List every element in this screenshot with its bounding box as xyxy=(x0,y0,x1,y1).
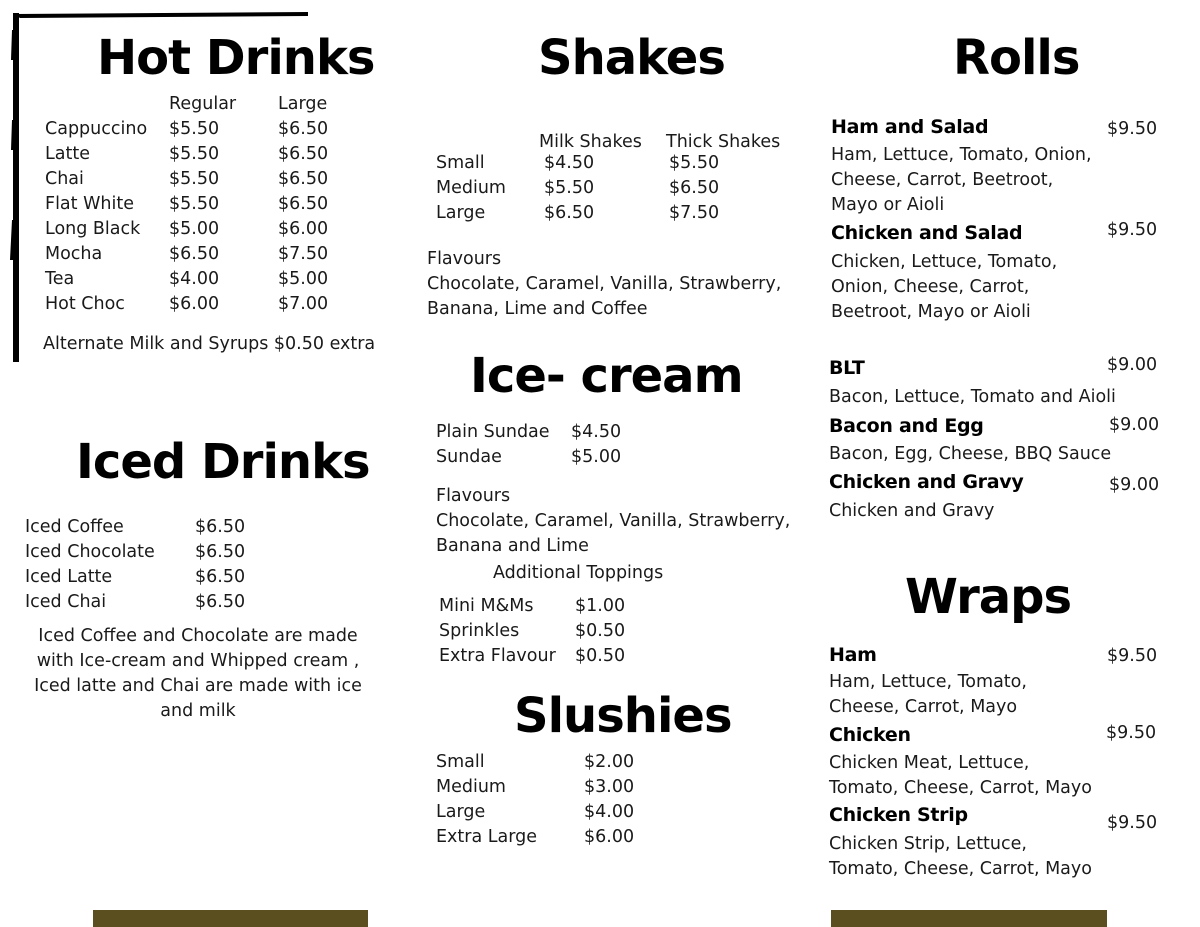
price: $6.00 xyxy=(584,827,635,847)
footer-bar-left xyxy=(93,910,368,927)
hot-drinks-col-regular: Regular xyxy=(169,94,237,114)
shakes-flavours xyxy=(427,247,781,322)
toppings-prices xyxy=(575,594,625,669)
list-item: Plain Sundae xyxy=(436,422,550,442)
roll-name: Ham and Salad xyxy=(831,116,989,138)
desc-line: Ham, Lettuce, Tomato, Onion, xyxy=(831,145,1092,165)
slushies-prices xyxy=(584,750,634,850)
roll-name: Chicken and Salad xyxy=(831,222,1023,244)
price: $6.50 xyxy=(195,517,246,537)
wrap-name: Chicken Strip xyxy=(829,804,968,826)
wraps-title: Wraps xyxy=(905,569,1072,625)
wrap-price: $9.50 xyxy=(1107,646,1158,666)
desc-line: Ham, Lettuce, Tomato, xyxy=(829,672,1027,692)
price: $6.50 xyxy=(278,144,329,164)
price: $5.50 xyxy=(169,169,220,189)
price: $5.00 xyxy=(571,447,622,467)
list-item: Small xyxy=(436,153,485,173)
price: $5.50 xyxy=(544,178,595,198)
price: $1.00 xyxy=(575,596,626,616)
price: $6.00 xyxy=(278,219,329,239)
desc-line: Chicken, Lettuce, Tomato, xyxy=(831,252,1058,272)
desc-line: Tomato, Cheese, Carrot, Mayo xyxy=(829,859,1092,879)
price: $0.50 xyxy=(575,646,626,666)
hot-drinks-note: Alternate Milk and Syrups $0.50 extra xyxy=(43,334,376,354)
list-item: Long Black xyxy=(45,219,141,239)
list-item: Mocha xyxy=(45,244,103,264)
slushies-title: Slushies xyxy=(514,688,732,744)
hot-drinks-regular-prices xyxy=(169,117,219,317)
list-item: Cappuccino xyxy=(45,119,148,139)
wrap-price: $9.50 xyxy=(1107,813,1158,833)
list-item: Small xyxy=(436,752,485,772)
list-item: Iced Chocolate xyxy=(25,542,155,562)
price: $5.50 xyxy=(169,144,220,164)
price: $6.50 xyxy=(195,542,246,562)
price: $7.50 xyxy=(669,203,720,223)
shakes-col-thick: Thick Shakes xyxy=(666,132,781,152)
price: $6.50 xyxy=(669,178,720,198)
shakes-milk-prices xyxy=(544,151,594,226)
price: $6.50 xyxy=(278,119,329,139)
price: $5.00 xyxy=(278,269,329,289)
wrap-name: Chicken xyxy=(829,724,911,746)
list-item: Large xyxy=(436,203,486,223)
iced-drinks-prices xyxy=(195,515,245,615)
toppings-names xyxy=(439,594,556,669)
list-item: Latte xyxy=(45,144,90,164)
note-line: Iced Coffee and Chocolate are made xyxy=(38,626,358,646)
roll-desc xyxy=(831,250,1057,325)
desc-line: Chicken Strip, Lettuce, xyxy=(829,834,1027,854)
roll-price: $9.50 xyxy=(1107,119,1158,139)
roll-price: $9.00 xyxy=(1107,355,1158,375)
price: $5.50 xyxy=(169,194,220,214)
desc-line: Cheese, Carrot, Mayo xyxy=(829,697,1018,717)
price: $6.50 xyxy=(195,592,246,612)
price: $5.50 xyxy=(169,119,220,139)
price: $4.50 xyxy=(544,153,595,173)
desc-line: Chicken Meat, Lettuce, xyxy=(829,753,1030,773)
desc-line: Tomato, Cheese, Carrot, Mayo xyxy=(829,778,1092,798)
list-item: Medium xyxy=(436,777,506,797)
rolls-title: Rolls xyxy=(953,30,1080,86)
roll-desc: Chicken and Gravy xyxy=(829,501,995,521)
hot-drinks-col-large: Large xyxy=(278,94,328,114)
ice-cream-prices xyxy=(571,420,621,470)
slushies-sizes xyxy=(436,750,537,850)
desc-line: Onion, Cheese, Carrot, xyxy=(831,277,1030,297)
price: $6.50 xyxy=(195,567,246,587)
roll-desc xyxy=(831,143,1092,218)
list-item: Iced Coffee xyxy=(25,517,124,537)
list-item: Flat White xyxy=(45,194,134,214)
roll-name: Bacon and Egg xyxy=(829,415,984,437)
roll-name: BLT xyxy=(829,357,865,379)
hot-drinks-names xyxy=(45,117,147,317)
roll-price: $9.00 xyxy=(1109,475,1160,495)
roll-name: Chicken and Gravy xyxy=(829,471,1024,493)
price: $4.50 xyxy=(571,422,622,442)
list-item: Iced Chai xyxy=(25,592,107,612)
price: $6.00 xyxy=(169,294,220,314)
price: $7.00 xyxy=(278,294,329,314)
list-item: Medium xyxy=(436,178,506,198)
shakes-col-milk: Milk Shakes xyxy=(539,132,642,152)
wrap-desc xyxy=(829,670,1027,720)
desc-line: Beetroot, Mayo or Aioli xyxy=(831,302,1031,322)
note-line: and milk xyxy=(160,701,236,721)
price: $5.00 xyxy=(169,219,220,239)
desc-line: Mayo or Aioli xyxy=(831,195,945,215)
list-item: Tea xyxy=(45,269,75,289)
list-item: Chai xyxy=(45,169,84,189)
price: $2.00 xyxy=(584,752,635,772)
ice-cream-names xyxy=(436,420,550,470)
iced-drinks-title: Iced Drinks xyxy=(76,434,370,490)
price: $6.50 xyxy=(278,194,329,214)
price: $0.50 xyxy=(575,621,626,641)
footer-bar-right xyxy=(831,910,1107,927)
wrap-desc xyxy=(829,832,1092,882)
flavours-line: Chocolate, Caramel, Vanilla, Strawberry, xyxy=(436,511,791,531)
wrap-name: Ham xyxy=(829,644,877,666)
shakes-title: Shakes xyxy=(538,30,725,86)
wrap-desc xyxy=(829,751,1092,801)
price: $5.50 xyxy=(669,153,720,173)
flavours-line: Banana and Lime xyxy=(436,536,589,556)
note-line: with Ice-cream and Whipped cream , xyxy=(36,651,360,671)
desc-line: Cheese, Carrot, Beetroot, xyxy=(831,170,1054,190)
hot-drinks-large-prices xyxy=(278,117,328,317)
shakes-thick-prices xyxy=(669,151,719,226)
flavours-line: Banana, Lime and Coffee xyxy=(427,299,648,319)
price: $4.00 xyxy=(584,802,635,822)
iced-drinks-names xyxy=(25,515,155,615)
list-item: Iced Latte xyxy=(25,567,113,587)
flavours-label: Flavours xyxy=(427,249,502,269)
roll-price: $9.00 xyxy=(1109,415,1160,435)
list-item: Sprinkles xyxy=(439,621,520,641)
note-line: Iced latte and Chai are made with ice xyxy=(34,676,362,696)
price: $4.00 xyxy=(169,269,220,289)
flavours-line: Chocolate, Caramel, Vanilla, Strawberry, xyxy=(427,274,782,294)
roll-desc: Bacon, Egg, Cheese, BBQ Sauce xyxy=(829,444,1112,464)
ice-cream-flavours xyxy=(436,484,790,559)
toppings-label: Additional Toppings xyxy=(493,563,664,583)
price: $6.50 xyxy=(169,244,220,264)
list-item: Extra Flavour xyxy=(439,646,556,666)
price: $6.50 xyxy=(544,203,595,223)
list-item: Sundae xyxy=(436,447,502,467)
list-item: Extra Large xyxy=(436,827,537,847)
iced-drinks-note xyxy=(20,624,376,724)
price: $6.50 xyxy=(278,169,329,189)
ice-cream-title: Ice- cream xyxy=(470,348,743,404)
flavours-label: Flavours xyxy=(436,486,511,506)
roll-price: $9.50 xyxy=(1107,220,1158,240)
list-item: Large xyxy=(436,802,486,822)
list-item: Hot Choc xyxy=(45,294,125,314)
price: $7.50 xyxy=(278,244,329,264)
shakes-sizes xyxy=(436,151,506,226)
list-item: Mini M&Ms xyxy=(439,596,534,616)
hot-drinks-title: Hot Drinks xyxy=(97,30,375,86)
wrap-price: $9.50 xyxy=(1106,723,1157,743)
roll-desc: Bacon, Lettuce, Tomato and Aioli xyxy=(829,387,1116,407)
price: $3.00 xyxy=(584,777,635,797)
